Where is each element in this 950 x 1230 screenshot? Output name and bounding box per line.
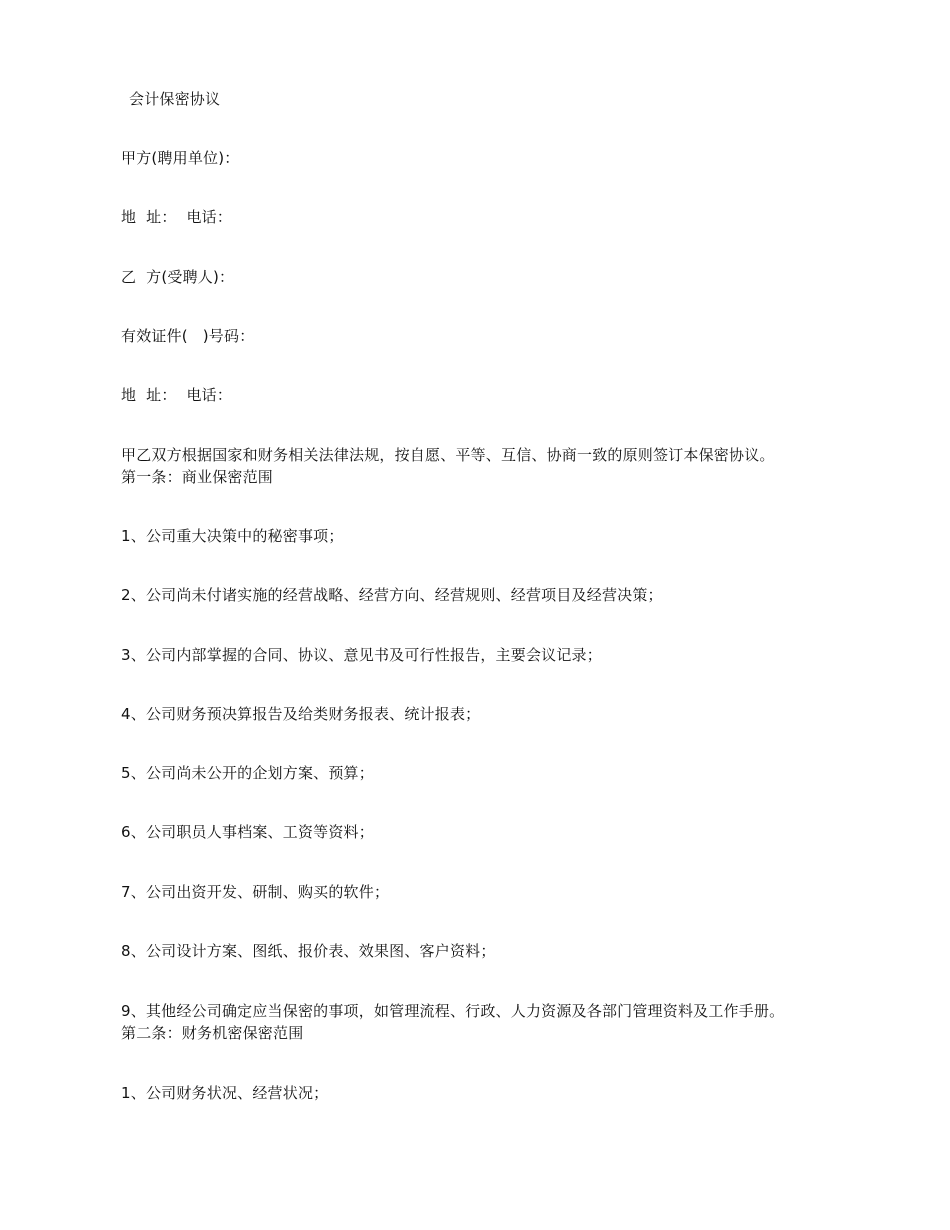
- id-number-line: 有效证件( )号码：: [121, 327, 255, 345]
- article1-item: 1、公司重大决策中的秘密事项；: [121, 527, 344, 545]
- preamble-paragraph: 甲乙双方根据国家和财务相关法律法规，按自愿、平等、互信、协商一致的原则签订本保密协议。: [121, 446, 775, 464]
- article1-item: 6、公司职员人事档案、工资等资料；: [121, 823, 374, 841]
- address-b-line: 地 址： 电话：: [121, 386, 233, 404]
- article1-item: 2、公司尚未付诸实施的经营战略、经营方向、经营规则、经营项目及经营决策；: [121, 586, 663, 604]
- article2-heading: 第二条：财务机密保密范围: [121, 1024, 304, 1042]
- party-a-line: 甲方(聘用单位)：: [121, 149, 240, 167]
- article1-item: 4、公司财务预决算报告及给类财务报表、统计报表；: [121, 705, 481, 723]
- address-a-line: 地 址： 电话：: [121, 208, 233, 226]
- article1-item: 7、公司出资开发、研制、购买的软件；: [121, 883, 390, 901]
- article1-item: 9、其他经公司确定应当保密的事项，如管理流程、行政、人力资源及各部门管理资料及工作手册。: [121, 1002, 785, 1020]
- article2-item: 1、公司财务状况、经营状况；: [121, 1084, 329, 1102]
- document-title: 会计保密协议: [129, 90, 221, 108]
- article1-heading: 第一条：商业保密范围: [121, 468, 274, 486]
- party-b-line: 乙 方(受聘人)：: [121, 268, 235, 286]
- article1-item: 8、公司设计方案、图纸、报价表、效果图、客户资料；: [121, 942, 496, 960]
- article1-item: 3、公司内部掌握的合同、协议、意见书及可行性报告，主要会议记录；: [121, 646, 602, 664]
- article1-item: 5、公司尚未公开的企划方案、预算；: [121, 764, 374, 782]
